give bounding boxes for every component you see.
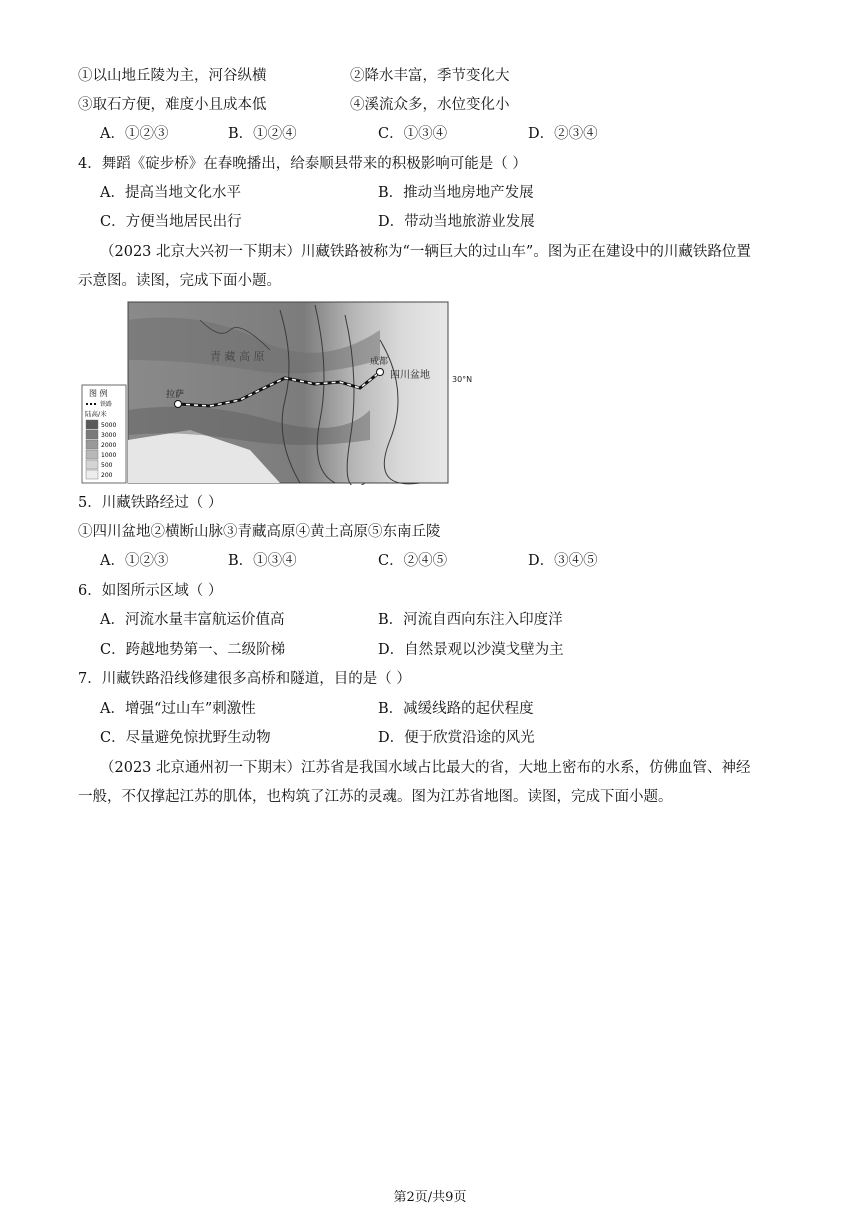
- q6-stem: 6．如图所示区域（ ）: [78, 583, 223, 599]
- legend-swatch: [86, 430, 98, 439]
- q3-option-b: B．①②④: [228, 126, 297, 142]
- passage-1-line-2: 示意图。读图，完成下面小题。: [78, 273, 281, 289]
- sichuan-tibet-railway-map: [80, 300, 480, 485]
- legend-level-label: 3000: [101, 432, 117, 439]
- q7-option-a: A．增强“过山车”刺激性: [100, 701, 256, 717]
- legend-railway: 铁路: [100, 401, 113, 408]
- q3-statement-3: ③取石方便，难度小且成本低: [78, 97, 267, 113]
- q5-option-a: A．①②③: [100, 553, 169, 569]
- q7-stem: 7．川藏铁路沿线修建很多高桥和隧道，目的是（ ）: [78, 671, 411, 687]
- page-number: 第2页/共9页: [393, 1190, 467, 1205]
- map-label-chengdu: 成都: [370, 357, 389, 367]
- q3-statement-4: ④溪流众多，水位变化小: [350, 97, 510, 113]
- q5-option-b: B．①③④: [228, 553, 297, 569]
- q7-option-d: D．便于欣赏沿途的风光: [378, 730, 535, 746]
- map-label-latitude: 30°N: [452, 375, 473, 384]
- map-label-plateau: 青 藏 高 原: [210, 350, 265, 363]
- legend-title: 图 例: [89, 389, 108, 398]
- q6-option-c: C．跨越地势第一、二级阶梯: [100, 642, 286, 658]
- q4-option-b: B．推动当地房地产发展: [378, 185, 534, 201]
- q3-statement-1: ①以山地丘陵为主，河谷纵横: [78, 68, 267, 84]
- legend-swatch: [86, 440, 98, 449]
- q3-option-c: C．①③④: [378, 126, 448, 142]
- q3-statement-2: ②降水丰富，季节变化大: [350, 68, 510, 84]
- q7-option-b: B．减缓线路的起伏程度: [378, 701, 534, 717]
- legend-level-label: 2000: [101, 442, 117, 449]
- q7-option-c: C．尽量避免惊扰野生动物: [100, 730, 271, 746]
- q5-stem: 5．川藏铁路经过（ ）: [78, 495, 223, 511]
- legend-level-label: 5000: [101, 422, 117, 429]
- map-label-sichuan-basin: 四川盆地: [390, 370, 430, 381]
- map-label-lhasa: 拉萨: [166, 390, 185, 400]
- q3-option-d: D．②③④: [528, 126, 598, 142]
- q4-option-a: A．提高当地文化水平: [100, 185, 241, 201]
- legend-level-label: 1000: [101, 452, 117, 459]
- legend-swatch: [86, 470, 98, 479]
- q6-option-b: B．河流自西向东注入印度洋: [378, 612, 563, 628]
- legend-level-label: 500: [101, 462, 113, 469]
- q4-option-c: C．方便当地居民出行: [100, 214, 242, 230]
- q5-option-d: D．③④⑤: [528, 553, 598, 569]
- legend-swatch: [86, 450, 98, 459]
- q4-stem: 4．舞蹈《碇步桥》在春晚播出，给泰顺县带来的积极影响可能是（ ）: [78, 156, 527, 172]
- legend-swatch: [86, 420, 98, 429]
- q5-items: ①四川盆地②横断山脉③青藏高原④黄土高原⑤东南丘陵: [78, 524, 441, 540]
- q6-option-a: A．河流水量丰富航运价值高: [100, 612, 285, 628]
- legend-swatch: [86, 460, 98, 469]
- passage-1-line-1: （2023 北京大兴初一下期末）川藏铁路被称为“一辆巨大的过山车”。图为正在建设中的川藏铁路位置: [100, 244, 751, 260]
- passage-2-line-2: 一般，不仅撑起江苏的肌体，也构筑了江苏的灵魂。图为江苏省地图。读图，完成下面小题。: [78, 789, 673, 805]
- passage-2-line-1: （2023 北京通州初一下期末）江苏省是我国水域占比最大的省，大地上密布的水系，仿佛血管、神经: [100, 760, 751, 776]
- q6-option-d: D．自然景观以沙漠戈壁为主: [378, 642, 564, 658]
- q5-option-c: C．②④⑤: [378, 553, 448, 569]
- q3-option-a: A．①②③: [100, 126, 169, 142]
- legend-elevation-label: 陆高/米: [85, 410, 107, 418]
- legend-level-label: 200: [101, 472, 113, 479]
- q4-option-d: D．带动当地旅游业发展: [378, 214, 535, 230]
